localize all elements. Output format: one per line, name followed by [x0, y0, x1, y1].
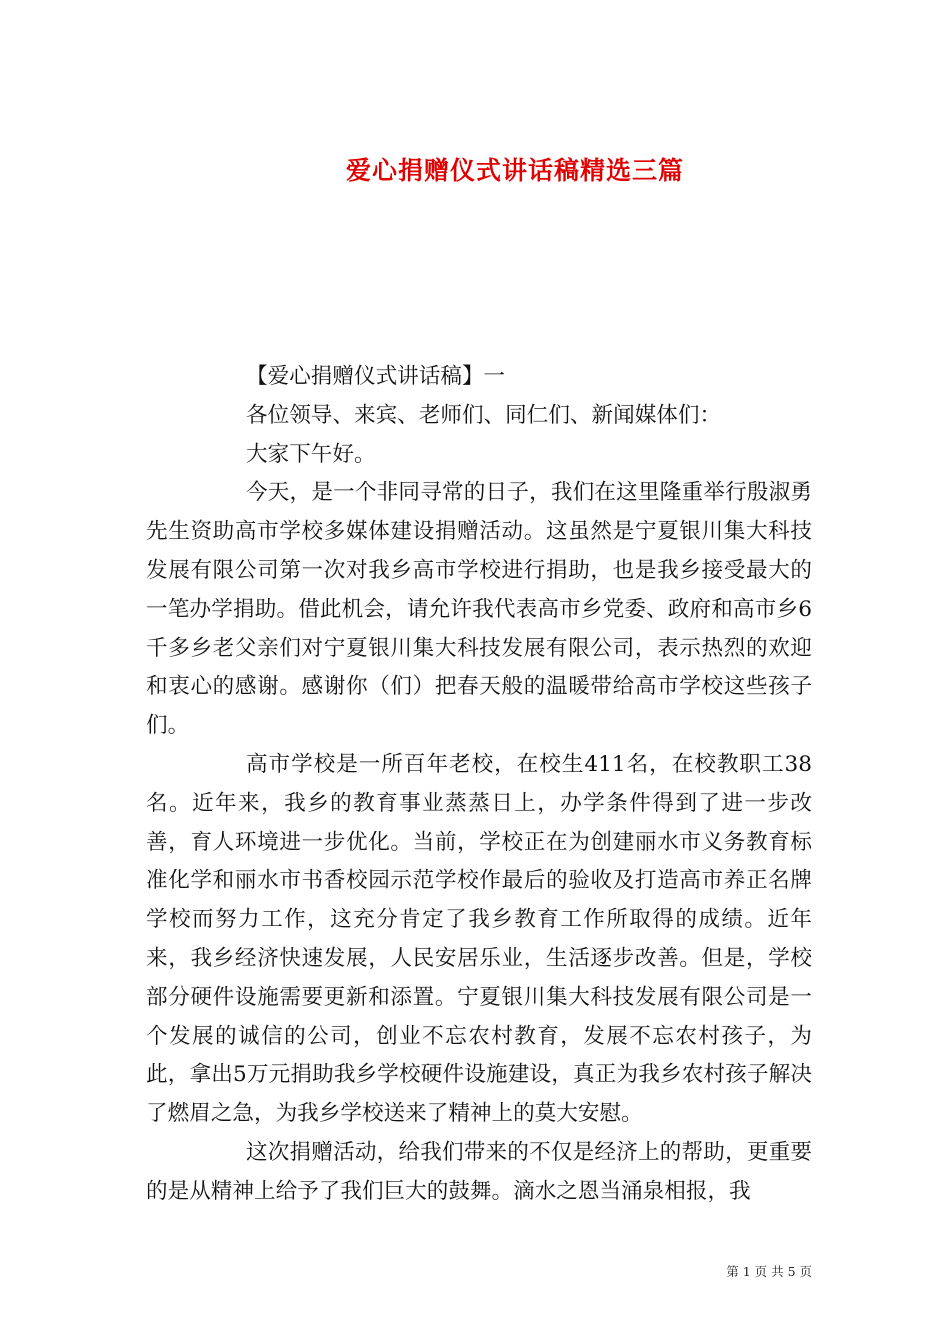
greeting: 大家下午好。	[246, 441, 376, 467]
salutation: 各位领导、来宾、老师们、同仁们、新闻媒体们：	[246, 402, 722, 428]
page-number: 第 1 页 共 5 页	[726, 1264, 812, 1279]
section-heading: 【爱心捐赠仪式讲话稿】一	[246, 364, 506, 389]
body-paragraph: 高市学校是一所百年老校，在校生411名，在校教职工38名。近年来，我乡的教育事业蒸蒸日上，办学条件得到了进一步改善，育人环境进一步优化。当前，学校正在为创建丽水市义务教育标准化学和丽水市书香校园示范学校作最后的验收及打造高市养正名牌学校而努力工作，这充分肯定了我乡教育工作所取得的成绩。近年来，我乡经济快速发展，人民安居乐业，生活逐步改善。但是，学校部分硬件设施需要更新和添置。宁夏银川集大科技发展有限公司是一个发展的诚信的公司，创业不忘农村教育，发展不忘农村孩子，为此，拿出5万元捐助我乡学校硬件设施建设，真正为我乡农村孩子解决了燃眉之急，为我乡学校送来了精神上的莫大安慰。	[146, 751, 812, 1127]
document-body	[146, 358, 812, 1212]
body-paragraph: 今天，是一个非同寻常的日子，我们在这里隆重举行殷淑勇先生资助高市学校多媒体建设捐赠活动。这虽然是宁夏银川集大科技发展有限公司第一次对我乡高市学校进行捐助，也是我乡接受最大的一笔办学捐助。借此机会，请允许我代表高市乡党委、政府和高市乡6千多乡老父亲们对宁夏银川集大科技发展有限公司，表示热烈的欢迎和衷心的感谢。感谢你（们）把春天般的温暖带给高市学校这些孩子们。	[146, 480, 812, 739]
body-paragraph: 这次捐赠活动，给我们带来的不仅是经济上的帮助，更重要的是从精神上给予了我们巨大的鼓舞。滴水之恩当涌泉相报，我	[146, 1139, 812, 1204]
document-title: 爱心捐赠仪式讲话稿精选三篇	[345, 155, 684, 185]
